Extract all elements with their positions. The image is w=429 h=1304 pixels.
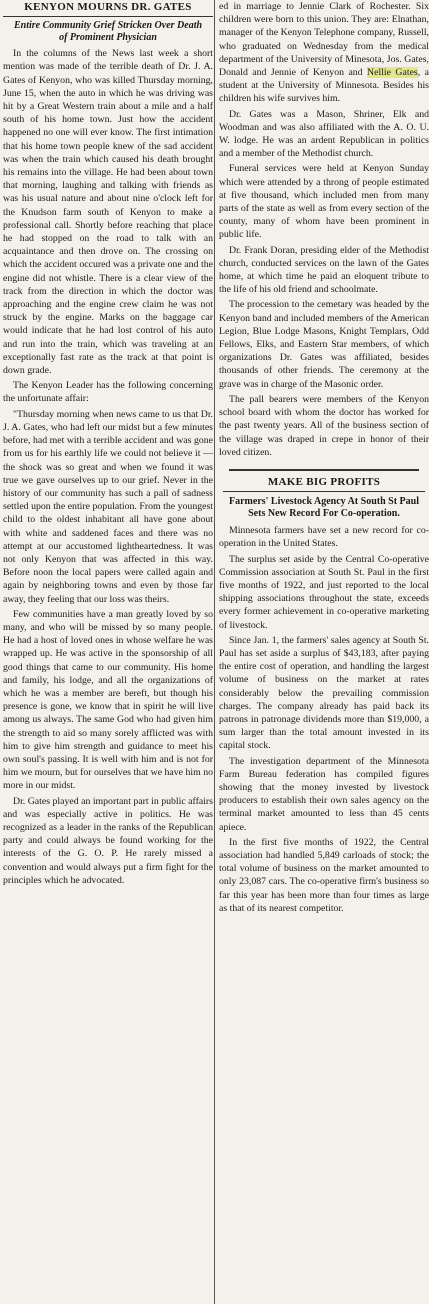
paragraph: Dr. Frank Doran, presiding elder of the Methodist church, conducted services on the lawn of the Gates home, at which time he paid an eloquent tribute to the life of his old friend and schoolmate. [219, 244, 429, 296]
paragraph: Dr. Gates was a Mason, Shriner, Elk and Woodman and was also affiliated with the A. O. U. W. lodge. He was an ardent Republican in politics and a member of the Methodist church. [219, 108, 429, 160]
paragraph: The surplus set aside by the Central Co-operative Commission association at South St. Paul in the first five months of 1922, and just reported to the local shipping associations throughout the state, exceeds every former achievement in co-operative marketing of livestock. [219, 553, 429, 631]
paragraph: In the first five months of 1922, the Central association had handled 5,849 carloads of stock; the total volume of business on the market amounted to only 23,087 cars. The co-operative firm's business so far this year has been more than four times as large as that of its nearest competitor. [219, 836, 429, 914]
continued-text-end: , a student at the University of Minnesota. Besides his children his wife survives him. [219, 67, 429, 105]
article-headline: KENYON MOURNS DR. GATES [3, 0, 213, 17]
paragraph: "Thursday morning when news came to us that Dr. J. A. Gates, who had left our midst but a few minutes before, had met with a terrible accident and was gone from us for his earthly life we could not believe it —the shock was so great and when we found it was true we gave ourselves up to our grief. Never in the history of our community has such a pall of sadness settled upon the entire population. From the youngest child to the oldest inhabitant all have gone about with white and saddened faces and there was no attempt at our accustomed lightheartedness. It was not only Kenyon that was affected in this way. Before noon the local papers were called again and again by neighboring towns and even by those far away, they feeling that our loss was theirs. [3, 408, 213, 605]
paragraph: In the columns of the News last week a short mention was made of the terrible death of Dr. J. A. Gates of Kenyon, who was killed Thursday morning, June 15, when the auto in which he was driving was hit by a Great Western train about a mile and a half south of his home town. Just how the accident happened no one will ever know. The first intimation that his home town people knew of the sad accident was when the train which caused his death brought his remains into the village. He had been about town that morning, laughing and talking with friends as was his usual nature and about nine o'clock left for the Knudson farm south of Kenyon to make a professional call. Shortly before reaching that place he had stopped on the road to talk with an acquaintance and then drove on. The crossing on which the accident occured was a private one and the engine did not whistle. There is a clear view of the track from the direction in which the doctor was approaching and the engine crew claim he was not struck by the engine. Marks on the baggage car would indicate that he had lost control of his auto and run into the train, which was traveling at an exceptionally fast rate as the track at that point is down grade. [3, 48, 213, 377]
article-subhead: Entire Community Grief Stricken Over Death of Prominent Physician [13, 20, 203, 44]
section-divider [229, 469, 419, 471]
article-subhead: Farmers' Livestock Agency At South St Paul Sets New Record For Co-operation. [223, 491, 425, 520]
paragraph: Since Jan. 1, the farmers' sales agency at South St. Paul has set aside a surplus of $43,183, after paying the entire cost of operation, and handling the largest volume of business on the market at rates considerably below the prevailing commission charges. The company already has paid back its patrons in patronage dividends more than $19,000, a sum larger than the total amount invested in its capital stock. [219, 634, 429, 752]
article-headline: MAKE BIG PROFITS [267, 475, 381, 488]
highlighted-name: Nellie Gates [367, 67, 418, 79]
paragraph: Dr. Gates played an important part in public affairs and was especially active in politics. He was recognized as a leader in the ranks of the Republican party and could always be found working for the interests of the G. O. P. He rarely missed a convention and would always put a firm fight for the principles which he advocated. [3, 795, 213, 886]
paragraph: The investigation department of the Minnesota Farm Bureau federation has compiled figures showing that the money invested by livestock producers to establish their own sales agency on the terminal market amounted to less than 45 cents apiece. [219, 755, 429, 833]
continued-text: ed in marriage to Jennie Clark of Rochester. Six children were born to this union. They are: Elnathan, manager of the Kenyon Telephone company, Russell, who graduated on Wednesday from the medical department of the University of Minesota, Jos. Gates, Donald and Jennie of Kenyon and [219, 1, 429, 79]
left-column [3, 0, 213, 889]
right-column [219, 0, 429, 917]
continued-paragraph [219, 0, 429, 106]
paragraph: The Kenyon Leader has the following concerning the unfortunate affair: [3, 380, 213, 405]
paragraph: Few communities have a man greatly loved by so many, and who will be missed by so many people. He had a host of loved ones in whose welfare he was wrapped up. He was active in the sponsorship of all good things that came to our community. His home and family, his lodge, and all the organizations of which he was a member are bereft, but though his presence is gone, we know that in spirit he will live among us always. The same God who had given him the strength to aid so many sorely afflicted was with him to give him strength and guidance to meet his own soul's passing. It is well with him and is not for him we mourn, but for ourselves that we have him no more in our midst. [3, 608, 213, 792]
paragraph: Funeral services were held at Kenyon Sunday which were attended by a throng of people estimated at five thousand, which included men from many parts of the state as well as from every section of the county, many of whom have been prominent in public life. [219, 163, 429, 241]
paragraph: The pall bearers were members of the Kenyon school board with whom the doctor has worked for the past twenty years. All of the business section of the village was draped in crepe in honor of their loved citizen. [219, 393, 429, 458]
paragraph: Minnesota farmers have set a new record for co-operation in the United States. [219, 525, 429, 550]
column-divider [214, 0, 215, 1304]
paragraph: The procession to the cemetary was headed by the Kenyon band and included members of the American Legion, Blue Lodge Masons, Knight Templars, Odd Fellows, Elks, and Eastern Star members, of which organizations Dr. Gates was affiliated, besides thousands of other friends. The ceremony at the grave was in charge of the Masonic order. [219, 299, 429, 390]
